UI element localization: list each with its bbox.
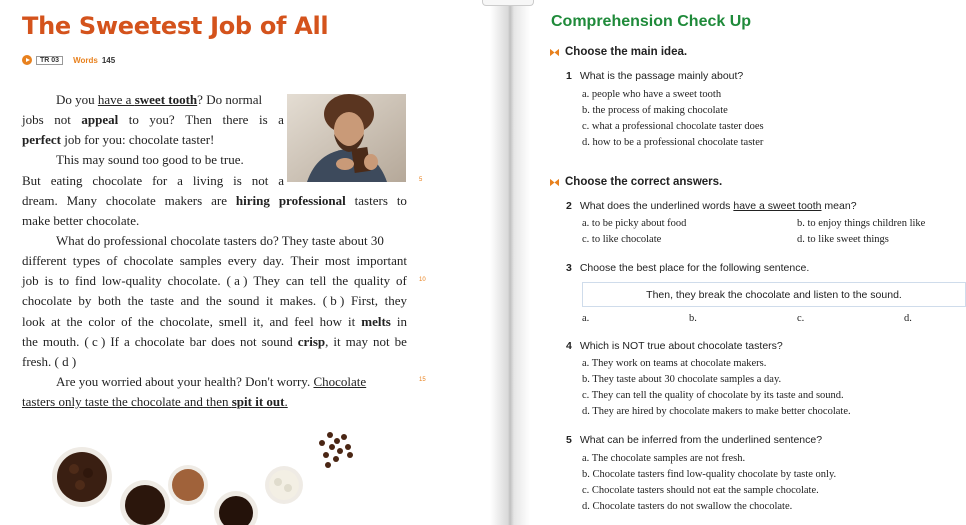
question-1: [566, 70, 743, 82]
passage-line: job is to find low-quality chocolate. ( a ) They can tell the quality of: [22, 273, 407, 289]
question-number: 3: [566, 262, 572, 274]
question-number: 5: [566, 434, 572, 446]
option-5b[interactable]: b. Chocolate tasters find low-quality chocolate by taste only.: [582, 469, 837, 480]
question-text: Choose the best place for the following sentence.: [579, 262, 810, 274]
bow-icon: [550, 48, 559, 57]
passage-line: This may sound too good to be true.: [56, 152, 244, 168]
meta-row: [22, 55, 115, 65]
option-5c[interactable]: c. Chocolate tasters should not eat the sample chocolate.: [582, 485, 819, 496]
passage-line: perfect job for you: chocolate taster!: [22, 132, 215, 148]
section-main-idea: [550, 46, 687, 58]
option-3a[interactable]: a.: [582, 313, 590, 324]
passage-line: tasters only taste the chocolate and then spit it out.: [22, 394, 288, 410]
sentence-box: Then, they break the chocolate and listen to the sound.: [582, 282, 966, 307]
comprehension-title: Comprehension Check Up: [551, 13, 752, 30]
question-number: 2: [566, 200, 572, 212]
question-5: [566, 434, 822, 446]
page-title: The Sweetest Job of All: [22, 12, 329, 40]
passage-line: look at the color of the chocolate, smell it, and feel how it melts in: [22, 313, 407, 329]
right-page: [530, 0, 966, 525]
question-text: What does the underlined words: [579, 200, 734, 212]
option-2d[interactable]: d. to like sweet things: [797, 234, 889, 245]
option-3c[interactable]: c.: [797, 313, 805, 324]
words-label: Words: [73, 55, 98, 65]
option-4a[interactable]: a. They work on teams at chocolate makers.: [582, 358, 767, 369]
passage-line: fresh. ( d ): [22, 353, 77, 369]
line-number-10: 10: [419, 277, 426, 283]
bow-icon: [550, 178, 559, 187]
book-gutter: [490, 0, 530, 525]
audio-play-icon[interactable]: [22, 55, 32, 65]
question-text: What can be inferred from the underlined sentence?: [579, 434, 823, 446]
option-4b[interactable]: b. They taste about 30 chocolate samples a day.: [582, 374, 782, 385]
option-1b[interactable]: b. the process of making chocolate: [582, 105, 728, 116]
option-2c[interactable]: c. to like chocolate: [582, 234, 662, 245]
passage-line: the mouth. ( c ) If a chocolate bar does not sound crisp, it may not be: [22, 333, 407, 349]
question-number: 1: [566, 70, 572, 82]
passage-line: But eating chocolate for a living is not a: [22, 172, 284, 188]
question-4: [566, 340, 783, 352]
underlined-phrase: have a sweet tooth: [733, 200, 822, 212]
option-4c[interactable]: c. They can tell the quality of chocolate by its taste and sound.: [582, 390, 844, 401]
option-1d[interactable]: d. how to be a professional chocolate taster: [582, 137, 764, 148]
track-label: TR 03: [36, 56, 63, 65]
option-2a[interactable]: a. to be picky about food: [582, 218, 687, 229]
section-label: Choose the main idea.: [565, 46, 688, 58]
line-number-5: 5: [419, 177, 423, 183]
passage-line: Do you have a sweet tooth? Do normal: [56, 92, 263, 107]
option-4d[interactable]: d. They are hired by chocolate makers to make better chocolate.: [582, 406, 851, 417]
section-correct-answers: [550, 176, 722, 188]
question-text: What is the passage mainly about?: [579, 70, 744, 82]
question-text: Which is NOT true about chocolate tasters?: [579, 340, 783, 352]
question-2: [566, 200, 857, 212]
option-2b[interactable]: b. to enjoy things children like: [797, 218, 926, 229]
option-5a[interactable]: a. The chocolate samples are not fresh.: [582, 453, 746, 464]
passage-line: Are you worried about your health? Don't worry. Chocolate: [56, 373, 367, 389]
option-1c[interactable]: c. what a professional chocolate taster does: [582, 121, 764, 132]
question-text-end: mean?: [821, 200, 857, 212]
reading-passage: [22, 90, 407, 412]
question-3: [566, 262, 809, 274]
chocolate-bowls-image: [40, 425, 420, 525]
passage-line: make better chocolate.: [22, 212, 140, 228]
option-1a[interactable]: a. people who have a sweet tooth: [582, 89, 722, 100]
option-5d[interactable]: d. Chocolate tasters do not swallow the chocolate.: [582, 501, 793, 512]
passage-line: dream. Many chocolate makers are hiring professional tasters to: [22, 192, 407, 208]
words-count: 145: [101, 55, 116, 65]
page-tab: [482, 0, 534, 6]
section-label: Choose the correct answers.: [565, 176, 723, 188]
passage-line: different types of chocolate samples every day. Their most important: [22, 253, 407, 269]
option-3d[interactable]: d.: [904, 313, 912, 324]
passage-line: jobs not appeal to you? Then there is a: [22, 112, 284, 128]
passage-line: chocolate by both the taste and the sound it makes. ( b ) First, they: [22, 293, 407, 309]
option-3b[interactable]: b.: [689, 313, 697, 324]
line-number-15: 15: [419, 377, 426, 383]
question-number: 4: [566, 340, 572, 352]
passage-line: What do professional chocolate tasters do? They taste about 30: [56, 232, 384, 248]
